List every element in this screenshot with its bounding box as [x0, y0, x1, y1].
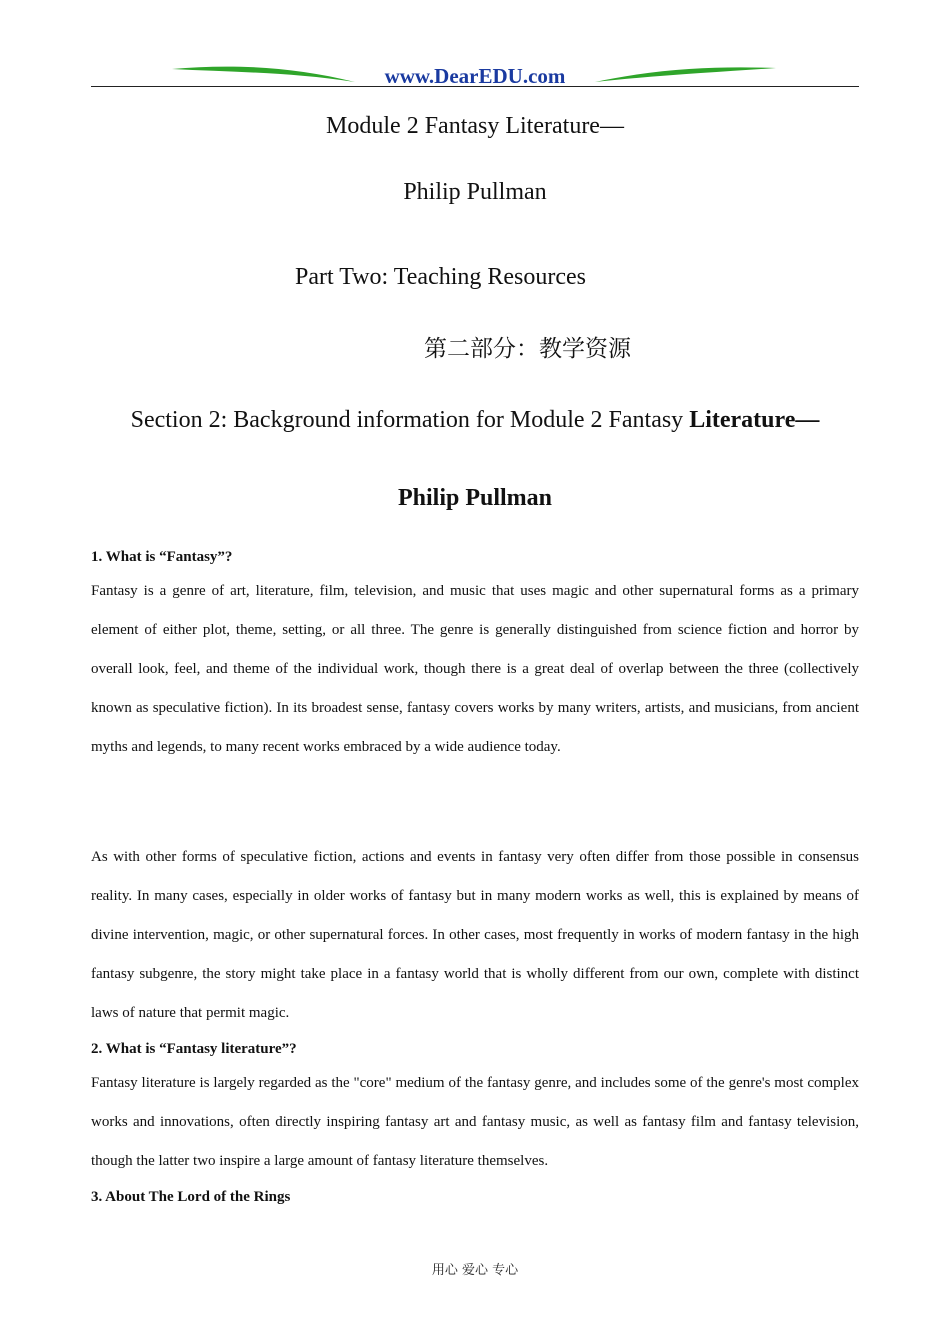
section-title-text: Section 2: Background information for Module 2 Fantasy	[130, 407, 690, 433]
left-swoosh-icon	[172, 67, 355, 82]
paragraph-speculative-fiction: As with other forms of speculative fiction, actions and events in fantasy very often differ from those possible in consensus reality. In many cases, especially in older works of fantasy but in many modern works as well, this is explained by means of divine intervention, magic, or other supernatural forces. In other cases, most frequently in works of modern fantasy in the high fantasy subgenre, the story might take place in a fantasy world that is wholly different from our own, complete with distinct laws of nature that permit magic.	[91, 849, 859, 1021]
heading-what-is-fantasy: 1. What is “Fantasy”?	[91, 549, 233, 565]
document-title: Module 2 Fantasy Literature—	[326, 113, 624, 139]
page-footer: 用心 爱心 专心	[431, 1263, 519, 1278]
part-title: Part Two: Teaching Resources	[295, 264, 587, 290]
heading-fantasy-literature: 2. What is “Fantasy literature”?	[91, 1041, 297, 1057]
section-title-bold: Literature—	[689, 407, 820, 433]
part-title-chinese: 第二部分：教学资源	[424, 336, 631, 362]
header-rule	[91, 86, 859, 87]
document-subtitle: Philip Pullman	[403, 179, 547, 205]
header-logo	[170, 62, 780, 88]
heading-lord-of-the-rings: 3. About The Lord of the Rings	[91, 1189, 291, 1205]
section-title	[91, 405, 859, 435]
paragraph-fantasy-literature: Fantasy literature is largely regarded as the "core" medium of the fantasy genre, and includes some of the genre's most complex works and innovations, often directly inspiring fantasy art and fantasy music, as well as fantasy film and fantasy television, though the latter two inspire a large amount of fantasy literature themselves.	[91, 1075, 859, 1169]
header-logo-text: www.DearEDU.com	[384, 64, 566, 88]
right-swoosh-icon	[595, 67, 776, 82]
paragraph-fantasy-definition: Fantasy is a genre of art, literature, film, television, and music that uses magic and other supernatural forms as a primary element of either plot, theme, setting, or all three. The genre is generally distinguished from science fiction and horror by overall look, feel, and theme of the individual work, though there is a great deal of overlap between the three (collectively known as speculative fiction). In its broadest sense, fantasy covers works by many writers, artists, and musicians, from ancient myths and legends, to many recent works embraced by a wide audience today.	[91, 583, 859, 755]
section-title-line2: Philip Pullman	[397, 485, 553, 511]
